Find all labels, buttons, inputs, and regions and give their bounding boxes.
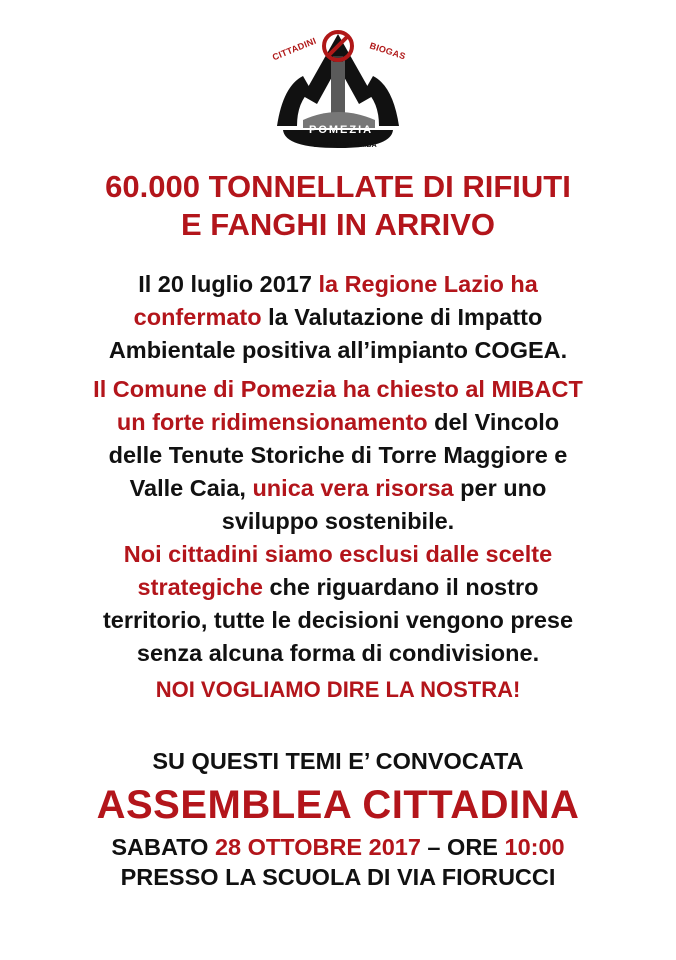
highlight-span: la Regione Lazio ha [318,271,538,297]
paragraph-line: Ambientale positiva all’impianto COGEA. [108,337,568,363]
paragraph-line [0,406,676,439]
event-place: PRESSO LA SCUOLA DI VIA FIORUCCI [120,864,556,890]
paragraph-line [0,268,676,301]
logo-district: SANTA PALOMBA [313,142,378,149]
text-span: Il 20 luglio 2017 [138,271,319,297]
paragraph-regione [0,268,676,367]
highlight-span: un forte ridimensionamento [116,409,428,435]
assembly-heading: ASSEMBLEA CITTADINA [96,783,580,827]
text-span: che riguardano il nostro [262,574,539,600]
logo-text-left: CITTADINI [270,35,318,63]
paragraph-comune [0,373,676,538]
convocation-line: SU QUESTI TEMI E’ CONVOCATA [152,748,524,774]
text-span: per uno [453,475,547,501]
date-prefix: SABATO [111,834,215,860]
paragraph-line: Il Comune di Pomezia ha chiesto al MIBACT [93,376,583,402]
text-span: Valle Caia, [129,475,253,501]
logo-town: POMEZIA [309,124,374,136]
text-span: la Valutazione di Impatto [261,304,543,330]
highlight-span: unica vera risorsa [252,475,454,501]
paragraph-line: senza alcuna forma di condivisione. [136,640,540,666]
text-span: del Vincolo [427,409,560,435]
paragraph-line: sviluppo sostenibile. [221,508,455,534]
title-line-1: 60.000 TONNELLATE DI RIFIUTI [105,169,571,204]
page-title [0,168,676,244]
no-biogas-logo [263,16,413,156]
title-line-2: E FANGHI IN ARRIVO [180,207,496,242]
time-value: 10:00 [504,834,565,860]
event-date [0,832,676,862]
highlight-span: confermato [133,304,262,330]
date-value: 28 OTTOBRE 2017 [214,834,421,860]
logo-text-right: BIOGAS [368,40,407,62]
paragraph-line: territorio, tutte le decisioni vengono prese [102,607,574,633]
paragraph-cittadini [0,538,676,670]
highlight-span: strategiche [137,574,263,600]
date-separator: – ORE [420,834,505,860]
paragraph-line [0,571,676,604]
paragraph-line [0,472,676,505]
paragraph-line: Noi cittadini siamo esclusi dalle scelte [123,541,553,567]
paragraph-line: delle Tenute Storiche di Torre Maggiore e [108,442,568,468]
paragraph-line [0,301,676,334]
slogan: NOI VOGLIAMO DIRE LA NOSTRA! [155,677,521,702]
